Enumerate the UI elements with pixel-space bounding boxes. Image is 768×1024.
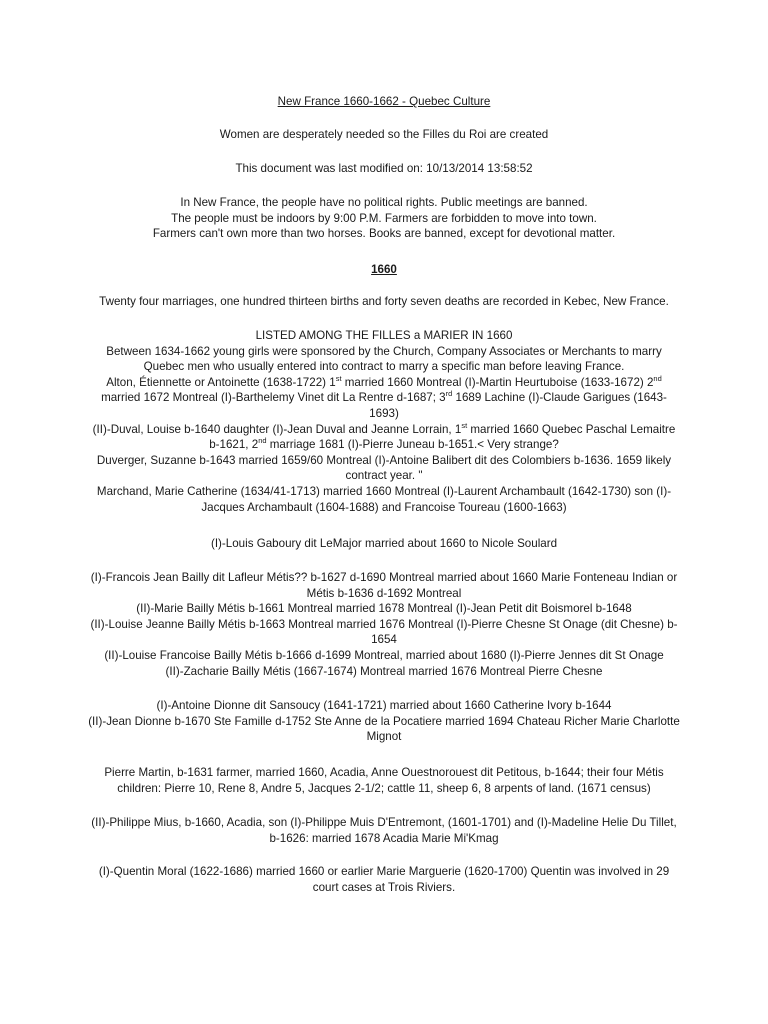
entry-dionne: (II)-Jean Dionne b-1670 Ste Famille d-1752 Ste Anne de la Pocatiere married 1694 Chateau Richer Marie Charlotte Mignot: [88, 714, 680, 744]
entry-alton: Alton, Étiennette or Antoinette (1638-1722) 1st married 1660 Montreal (I)-Martin Heurtuboise (1633-1672) 2nd married 1672 Montreal (I)-Barthelemy Vinet dit La Rentre d-1687; 3rd 1689 Lachine (I)-Claude Garigues (1643-1693): [101, 373, 667, 420]
entry-dionne: (I)-Antoine Dionne dit Sansoucy (1641-1721) married about 1660 Catherine Ivory b-1644: [156, 699, 612, 712]
year-heading: 1660: [371, 263, 397, 276]
rule-line: Farmers can't own more than two horses. Books are banned, except for devotional matter.: [152, 227, 616, 241]
filles-section: [88, 328, 680, 515]
entry-martin: Pierre Martin, b-1631 farmer, married 1660, Acadia, Anne Ouestnorouest dit Petitous, b-1644; their four Métis children: Pierre 10, Rene 8, Andre 5, Jacques 2-1/2; cattle 11, sheep 6, 8 arpents of land. (1671 census): [104, 766, 664, 795]
entry-bailly: (II)-Louise Francoise Bailly Métis b-1666 d-1699 Montreal, married about 1680 (I)-Pierre Jennes dit St Onage: [104, 648, 664, 662]
entry-duval: (II)-Duval, Louise b-1640 daughter (I)-Jean Duval and Jeanne Lorrain, 1st married 1660 Quebec Paschal Lemaitre b-1621, 2nd marriage 1681 (I)-Pierre Juneau b-1651.< Very strange?: [92, 420, 676, 452]
document-subtitle: Women are desperately needed so the Filles du Roi are created: [219, 128, 549, 141]
rule-line: The people must be indoors by 9:00 P.M. Farmers are forbidden to move into town.: [171, 211, 597, 225]
last-modified-line: This document was last modified on: 10/13/2014 13:58:52: [235, 162, 533, 175]
filles-heading: LISTED AMONG THE FILLES a MARIER IN 1660: [255, 329, 513, 342]
entry-bailly: (II)-Zacharie Bailly Métis (1667-1674) Montreal married 1676 Montreal Pierre Chesne: [165, 664, 603, 678]
entry-bailly: (II)-Marie Bailly Métis b-1661 Montreal married 1678 Montreal (I)-Jean Petit dit Boismorel b-1648: [136, 602, 632, 616]
entry-duverger: Duverger, Suzanne b-1643 married 1659/60 Montreal (I)-Antoine Balibert dit des Colombiers b-1636. 1659 likely contract year. ": [96, 453, 672, 483]
entry-gaboury: (I)-Louis Gaboury dit LeMajor married about 1660 to Nicole Soulard: [210, 537, 558, 550]
rule-line: In New France, the people have no political rights. Public meetings are banned.: [180, 196, 588, 209]
rules-paragraph: [88, 195, 680, 242]
bailly-family: [78, 570, 690, 679]
entry-marchand: Marchand, Marie Catherine (1634/41-1713) married 1660 Montreal (I)-Laurent Archambault (1642-1730) son (I)-Jacques Archambault (1604-1688) and Francoise Toureau (1600-1663): [96, 484, 672, 514]
filles-intro: Between 1634-1662 young girls were sponsored by the Church, Company Associates or Merchants to marry Quebec men who usually entered into contract to marry a specific man before leaving France.: [106, 344, 662, 374]
dionne-family: [88, 698, 680, 745]
entry-mius: (II)-Philippe Mius, b-1660, Acadia, son (I)-Philippe Muis D'Entremont, (1601-1701) and (I)-Madeline Helie Du Tillet, b-1626: married 1678 Acadia Marie Mi'Kmag: [91, 816, 677, 845]
year-summary: Twenty four marriages, one hundred thirteen births and forty seven deaths are recorded in Kebec, New France.: [99, 295, 669, 308]
entry-bailly: (II)-Louise Jeanne Bailly Métis b-1663 Montreal married 1676 Montreal (I)-Pierre Chesne St Onage (dit Chesne) b-1654: [90, 617, 678, 647]
entry-moral: (I)-Quentin Moral (1622-1686) married 1660 or earlier Marie Marguerie (1620-1700) Quentin was involved in 29 court cases at Trois Riviers.: [98, 865, 670, 894]
document-title: New France 1660-1662 - Quebec Culture: [277, 95, 491, 108]
entry-bailly: (I)-Francois Jean Bailly dit Lafleur Métis?? b-1627 d-1690 Montreal married about 1660 Marie Fonteneau Indian or Métis b-1636 d-1692 Montreal: [90, 571, 678, 600]
